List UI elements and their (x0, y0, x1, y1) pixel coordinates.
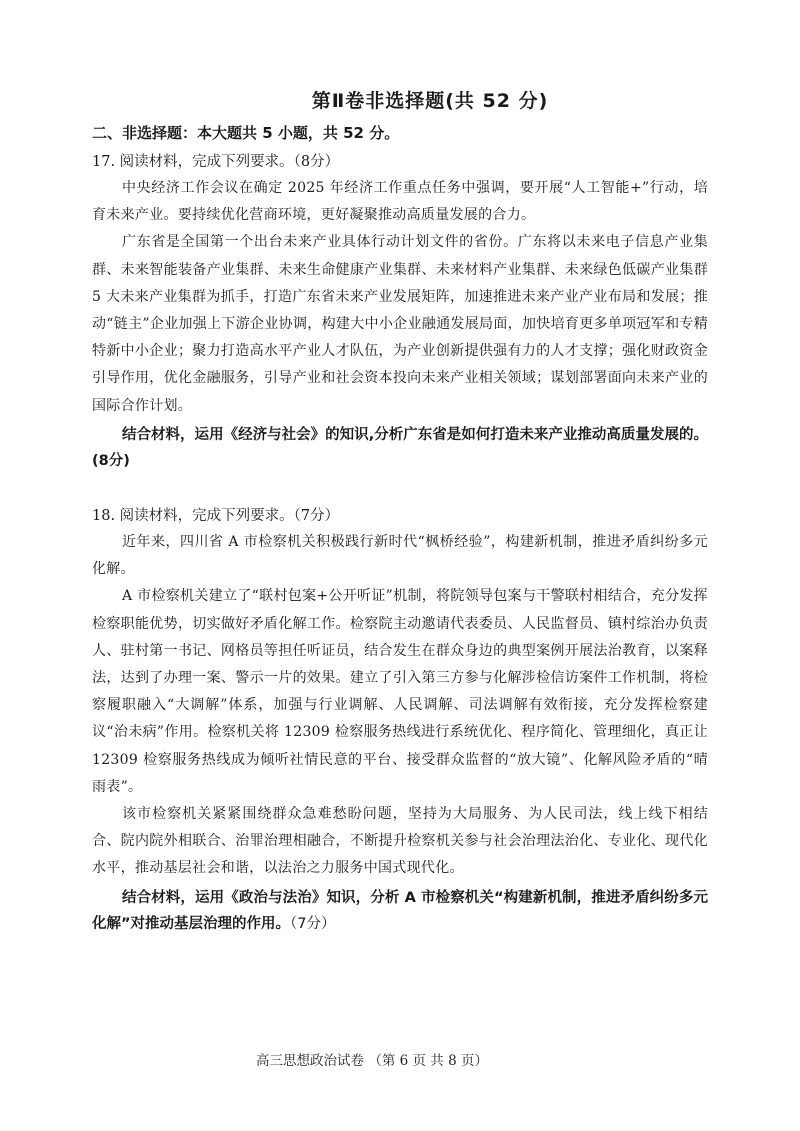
question-17 (92, 150, 708, 474)
question-18-prompt (92, 885, 708, 937)
question-17-heading: 17. 阅读材料，完成下列要求。（8分） (92, 154, 340, 170)
question-17-paragraph-1: 中央经济工作会议在确定 2025 年经济工作重点任务中强调，要开展“人工智能+”行动，培育未来产业。要持续优化营商环境，更好凝聚推动高质量发展的合力。 (92, 180, 708, 224)
question-18-score: （7分） (290, 915, 336, 932)
page-footer: 高三思想政治试卷 （第 6 页 共 8 页） (256, 1053, 488, 1069)
question-18-paragraph-2: A 市检察机关建立了“联村包案+公开听证”机制，将院领导包案与干警联村相结合，充分发挥检察职能优势，切实做好矛盾化解工作。检察院主动邀请代表委员、人民监督员、镇村综治办负责人、驻村第一书记、网格员等担任听证员，结合发生在群众身边的典型案例开展法治教育，以案释法，达到了办理一案、警示一片的效果。建立了引入第三方参与化解涉检信访案件工作机制，将检察履职融入“大调解”体系，加强与行业调解、人民调解、司法调解有效衔接，充分发挥检察建议“治未病”作用。检察机关将 12309 检察服务热线进行系统优化、程序简化、管理细化，真正让 12309 检察服务热线成为倾听社情民意的平台、接受群众监督的“放大镜”、化解风险矛盾的“晴雨表”。 (92, 588, 708, 795)
section-heading: 二、非选择题：本大题共 5 小题，共 52 分。 (92, 124, 400, 142)
page-title: 第Ⅱ卷非选择题(共 52 分) (311, 90, 549, 112)
question-17-paragraph-2: 广东省是全国第一个出台未来产业具体行动计划文件的省份。广东将以未来电子信息产业集群、未来智能装备产业集群、未来生命健康产业集群、未来材料产业集群、未来绿色低碳产业集群 5 大未来产业集群为抓手，打造广东省未来产业发展矩阵，加速推进未来产业产业布局和发展；推动“链主”企业加强上下游企业协调，构建大中小企业融通发展局面，加快培育更多单项冠军和专精特新中小企业；聚力打造高水平产业人才队伍，为产业创新提供强有力的人才支撑；强化财政资金引导作用，优化金融服务，引导产业和社会资本投向未来产业相关领域；谋划部署面向未来产业的国际合作计划。 (92, 234, 708, 414)
question-18-prompt-text: 结合材料，运用《政治与法治》知识，分析 A 市检察机关“构建新机制，推进矛盾纠纷多元化解”对推动基层治理的作用。 (92, 889, 708, 932)
question-17-prompt: 结合材料，运用《经济与社会》的知识,分析广东省是如何打造未来产业推动高质量发展的。(8分) (92, 426, 708, 469)
question-18-paragraph-3: 该市检察机关紧紧围绕群众急难愁盼问题，坚持为大局服务、为人民司法，线上线下相结合、院内院外相联合、治罪治理相融合，不断提升检察机关参与社会治理法治化、专业化、现代化水平，推动基层社会和谐，以法治之力服务中国式现代化。 (92, 806, 708, 877)
question-18 (92, 504, 708, 937)
question-18-paragraph-1: 近年来，四川省 A 市检察机关积极践行新时代“枫桥经验”，构建新机制，推进矛盾纠纷多元化解。 (92, 534, 708, 578)
question-18-heading: 18. 阅读材料，完成下列要求。（7分） (92, 508, 340, 524)
